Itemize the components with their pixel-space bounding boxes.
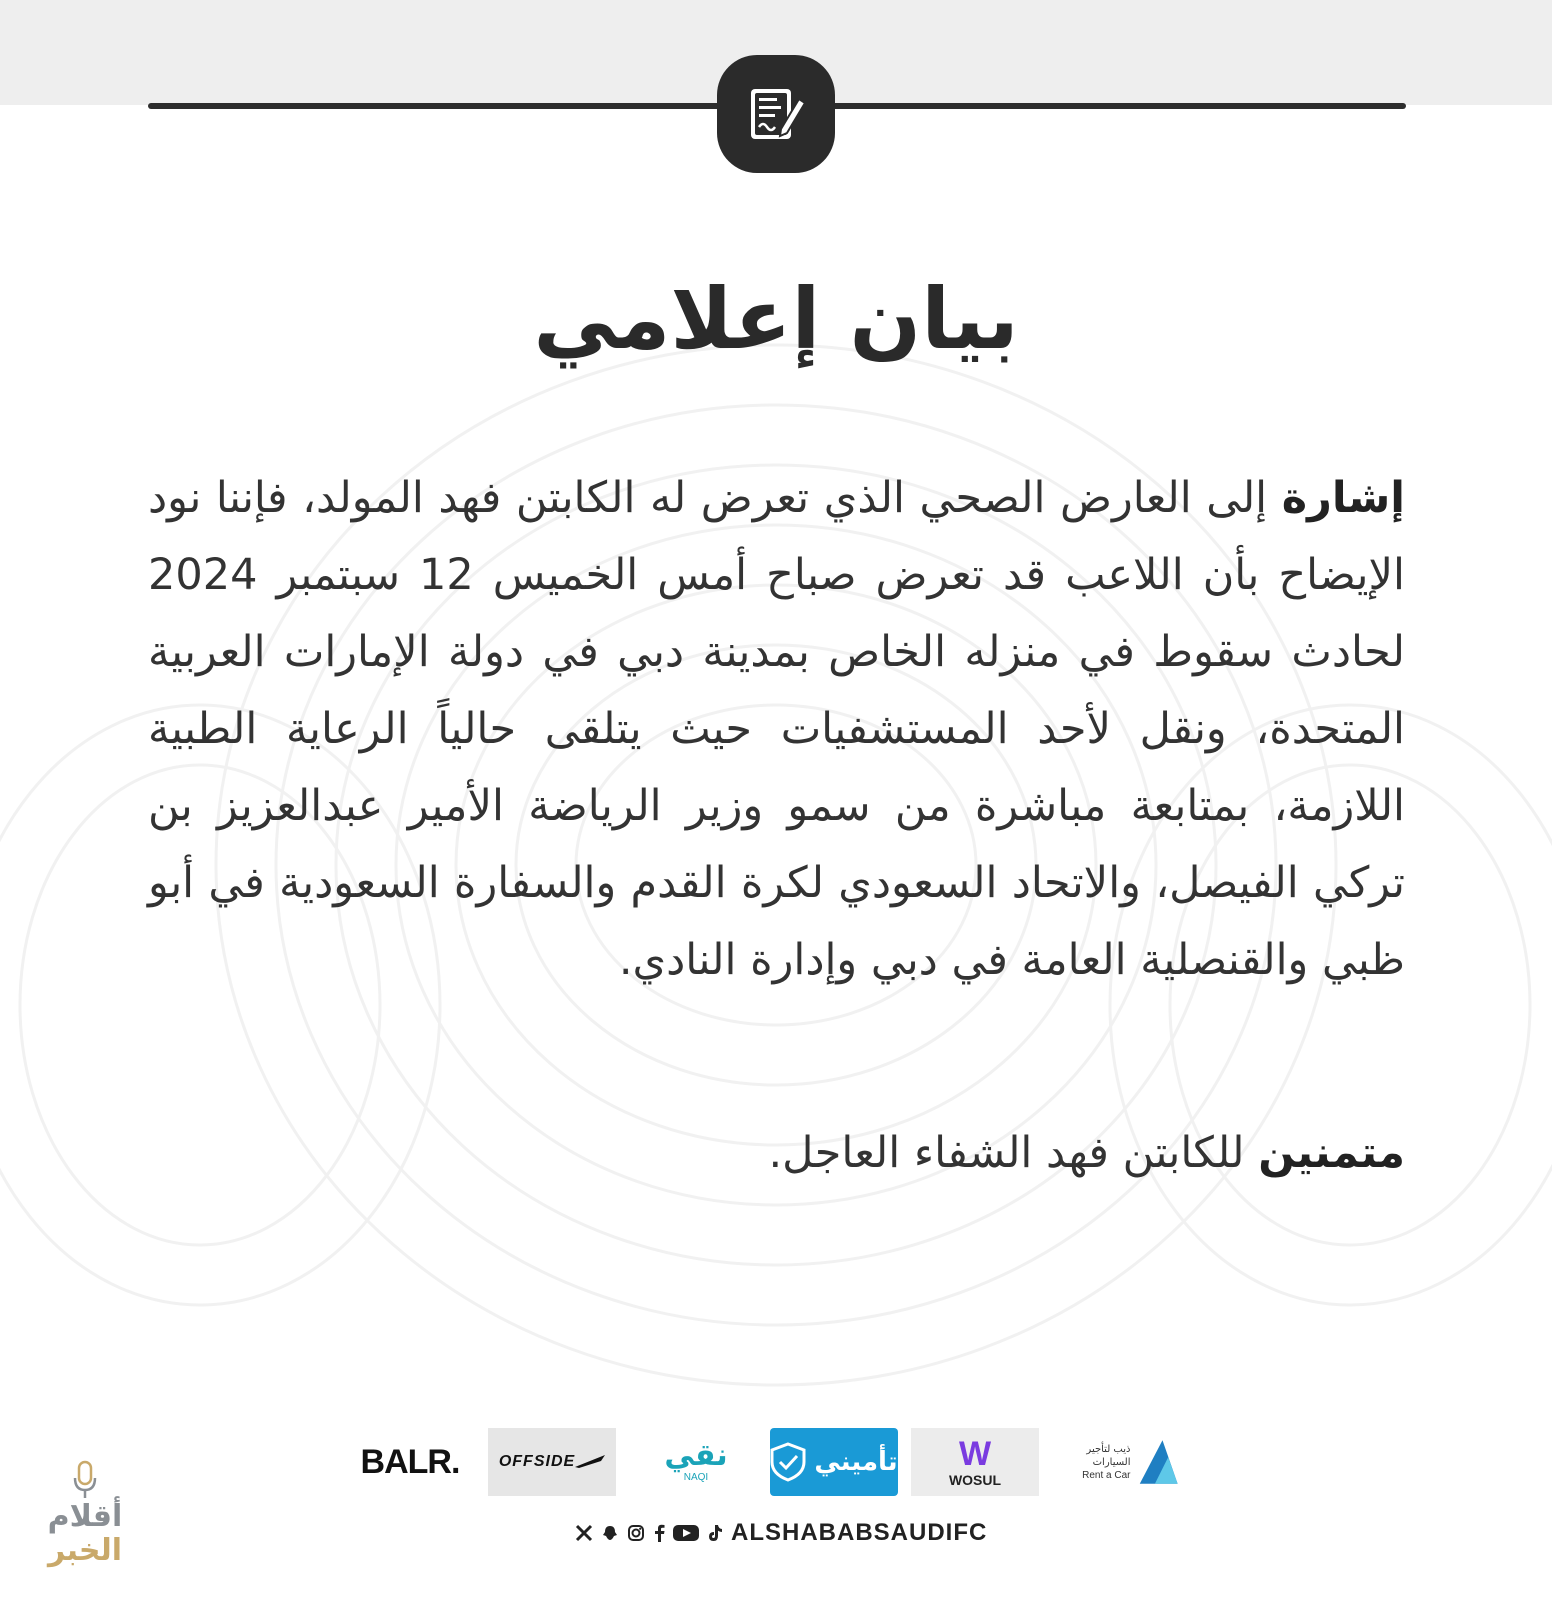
- wosul-label: WOSUL: [948, 1472, 1002, 1488]
- sponsor-wosul-logo: [911, 1428, 1039, 1496]
- facebook-icon[interactable]: [653, 1523, 665, 1543]
- tamini-label: تأميني: [814, 1447, 898, 1477]
- microphone-icon: [72, 1460, 98, 1500]
- sponsor-naqi-logo: [632, 1428, 760, 1496]
- watermark-line2: الخبر: [47, 1533, 123, 1568]
- sponsor-offside-logo: [488, 1428, 616, 1496]
- wosul-mark-icon: W: [958, 1435, 992, 1473]
- header-divider-right: [826, 103, 1406, 109]
- closing-text: للكابتن فهد الشفاء العاجل.: [768, 1128, 1259, 1178]
- theeb-english-label: Rent a Car: [1082, 1469, 1131, 1481]
- naqi-english-label: NAQI: [683, 1472, 709, 1483]
- tiktok-icon[interactable]: [707, 1523, 723, 1543]
- youtube-icon[interactable]: [673, 1523, 699, 1543]
- sponsor-tamini-logo: [770, 1428, 898, 1496]
- naqi-arabic-label: نقي: [664, 1438, 728, 1473]
- header-divider-left: [148, 103, 728, 109]
- social-handle[interactable]: ALSHABABSAUDIFC: [731, 1519, 988, 1546]
- statement-body: [148, 460, 1405, 999]
- statement-text: إلى العارض الصحي الذي تعرض له الكابتن فهد المولد، فإننا نود الإيضاح بأن اللاعب قد تعرض صباح أمس الخميس 12 سبتمبر 2024 لحادث سقوط في منزله الخاص بمدينة دبي في دولة الإمارات العربية المتحدة، ونقل لأحد المستشفيات حيث يتلقى حالياً الرعاية الطبية اللازمة، بمتابعة مباشرة من سمو وزير الرياضة الأمير عبدالعزيز بن تركي الفيصل، والاتحاد السعودي لكرة القدم والسفارة السعودية في أبو ظبي والقنصلية العامة في دبي وإدارة النادي.: [148, 473, 1405, 985]
- watermark-logo: [30, 1448, 140, 1568]
- shield-check-icon: [770, 1442, 806, 1482]
- closing-lead-word: متمنين: [1258, 1128, 1405, 1178]
- x-icon[interactable]: [575, 1523, 593, 1543]
- page-title: بيان إعلامي: [533, 270, 1019, 368]
- offside-swoosh-icon: [575, 1455, 605, 1469]
- document-edit-icon: [717, 55, 835, 173]
- snapchat-icon[interactable]: [601, 1523, 619, 1543]
- instagram-icon[interactable]: [627, 1523, 645, 1543]
- closing-wish: [148, 1115, 1405, 1192]
- sponsor-balr-logo: BALR.: [360, 1442, 460, 1481]
- offside-label: OFFSIDE: [498, 1453, 576, 1470]
- watermark-line1: أقلام: [47, 1499, 123, 1534]
- statement-lead-word: إشارة: [1281, 473, 1405, 523]
- theeb-arabic-label: ذيب لتأجير السيارات: [1086, 1443, 1131, 1468]
- social-media-bar: [575, 1516, 988, 1550]
- sponsor-theeb-logo: [1050, 1428, 1180, 1496]
- theeb-triangle-icon: [1136, 1435, 1180, 1489]
